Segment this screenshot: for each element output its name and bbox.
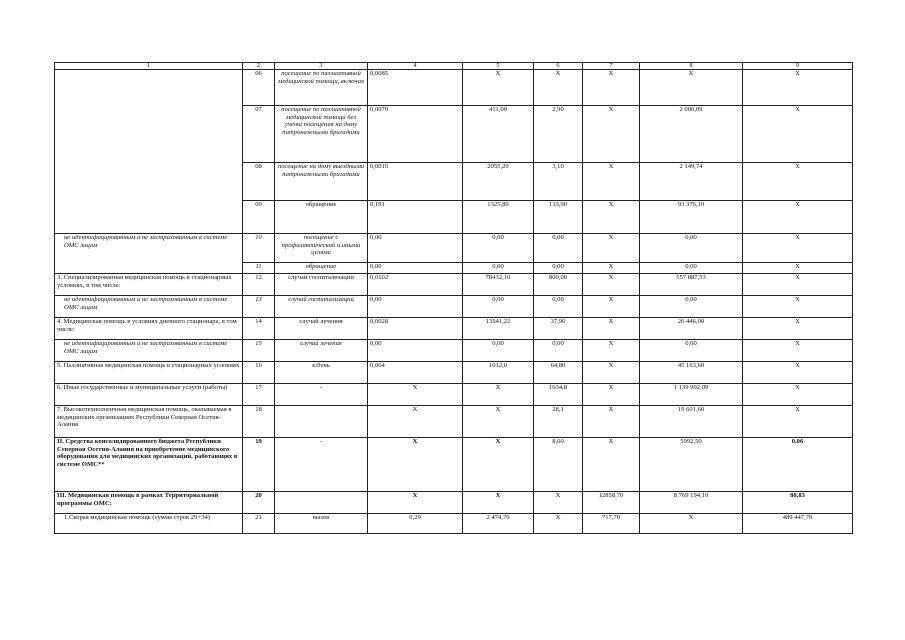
row-number: 12 [243,274,275,296]
row-label: 4. Медицинская помощь в условиях дневного стационара, в том числе: [55,318,243,340]
row-number: 06 [243,70,275,106]
value-cell: X [583,318,640,340]
unit-cell: случай лечения [275,318,368,340]
row-number: 14 [243,318,275,340]
row-number: 15 [243,340,275,362]
value-cell: X [743,163,853,201]
row-number: 07 [243,106,275,163]
value-cell: X [583,106,640,163]
table-row [55,274,853,296]
value-cell: 0,06 [743,438,853,492]
value-cell: 0,00 [534,340,583,362]
unit-cell: к/день [275,362,368,384]
value-cell: X [583,362,640,384]
row-label [55,70,243,234]
row-number: 09 [243,201,275,234]
table-row [55,340,853,362]
value-cell: 2,90 [534,106,583,163]
value-cell: 5992,50 [640,438,743,492]
unit-cell: - [275,438,368,492]
value-cell: 19 601,60 [640,406,743,438]
value-cell: 0,00 [534,296,583,318]
value-cell: 0,00 [368,296,463,318]
value-cell: 64,80 [534,362,583,384]
value-cell: X [583,384,640,406]
row-label: 3. Специализированная медицинская помощь в стационарных условиях, в том числе: [55,274,243,296]
value-cell: X [743,201,853,234]
header-cell-5: 5 [463,63,534,70]
unit-cell: посещение по паллиативной медицинской помощи без учета посещения на дому патронажными бригадами [275,106,368,163]
table-row [55,318,853,340]
value-cell: 717,70 [583,514,640,534]
value-cell: 0,0070 [368,106,463,163]
row-number: 18 [243,406,275,438]
value-cell: X [743,384,853,406]
value-cell: X [743,362,853,384]
value-cell: 1012,0 [463,362,534,384]
header-cell-6: 6 [534,63,583,70]
unit-cell [275,406,368,438]
row-number: 11 [243,263,275,274]
value-cell: X [743,274,853,296]
header-row [55,63,853,70]
value-cell: 0,00 [534,263,583,274]
value-cell: 0,00 [463,234,534,263]
value-cell: X [640,514,743,534]
value-cell: X [368,384,463,406]
row-label: не идентифицированным и не застрахованным в системе ОМС лицам [55,296,243,318]
value-cell: 0,00 [640,263,743,274]
value-cell: 3,10 [534,163,583,201]
value-cell: X [743,234,853,263]
table-row [55,438,853,492]
unit-cell: случай лечения [275,340,368,362]
value-cell: 80,83 [743,492,853,514]
value-cell: X [583,438,640,492]
row-label: не идентифицированным и не застрахованным в системе ОМС лицам [55,340,243,362]
value-cell: X [463,406,534,438]
value-cell: X [583,406,640,438]
value-cell: X [583,234,640,263]
header-cell-8: 8 [640,63,743,70]
value-cell: 12858,70 [583,492,640,514]
value-cell: X [583,70,640,106]
row-label: не идентифицированным и не застрахованным в системе ОМС лицам [55,234,243,274]
value-cell: 557 887,53 [640,274,743,296]
value-cell: X [368,406,463,438]
value-cell: X [463,70,534,106]
value-cell: 0,0015 [368,163,463,201]
value-cell: 2 149,74 [640,163,743,201]
value-cell: 78432,10 [463,274,534,296]
value-cell: X [743,318,853,340]
unit-cell: посещение по паллиативной медицинской помощи, включая [275,70,368,106]
row-label: III. Медицинская помощь в рамках Территориальной программы ОМС: [55,492,243,514]
unit-cell: обращение [275,201,368,234]
value-cell: 133,90 [534,201,583,234]
header-cell-7: 7 [583,63,640,70]
table-row [55,70,853,106]
value-cell: 13541,22 [463,318,534,340]
header-cell-9: 9 [743,63,853,70]
value-cell: 8,60 [534,438,583,492]
value-cell: 0,00 [463,340,534,362]
value-cell: 0,00 [640,296,743,318]
value-cell: 0,00 [534,234,583,263]
value-cell: 28,1 [534,406,583,438]
value-cell: X [640,70,743,106]
value-cell: 0,29 [368,514,463,534]
header-cell-1: 1 [55,63,243,70]
row-label: 5. Паллиативная медицинская помощь в стационарных условиях [55,362,243,384]
value-cell: 2 474,70 [463,514,534,534]
value-cell: 2 006,09 [640,106,743,163]
value-cell: 0,00 [463,296,534,318]
unit-cell: случай госпитализации [275,296,368,318]
table-row [55,406,853,438]
value-cell: X [463,492,534,514]
row-number: 17 [243,384,275,406]
value-cell: 0,064 [368,362,463,384]
value-cell: X [743,340,853,362]
value-cell: 0,00 [463,263,534,274]
unit-cell: - [275,384,368,406]
value-cell: X [583,163,640,201]
value-cell: 0,00 [640,340,743,362]
value-cell: 800,00 [534,274,583,296]
row-number: 20 [243,492,275,514]
table-row [55,362,853,384]
value-cell: X [583,340,640,362]
value-cell: 26 446,00 [640,318,743,340]
unit-cell: посещение на дому выездными патронажными бригадами [275,163,368,201]
value-cell: 0,00 [368,234,463,263]
row-number: 16 [243,362,275,384]
table-row [55,296,853,318]
value-cell: X [583,263,640,274]
unit-cell [275,492,368,514]
value-cell: X [368,438,463,492]
value-cell: 0,00 [368,340,463,362]
value-cell: 2055,20 [463,163,534,201]
table-row [55,514,853,534]
value-cell: X [463,384,534,406]
value-cell: 1 139 992,09 [640,384,743,406]
value-cell: 0,0028 [368,318,463,340]
value-cell: X [368,492,463,514]
value-cell: 45 163,60 [640,362,743,384]
unit-cell: посещение с профилактической и иными целями [275,234,368,263]
row-number: 19 [243,438,275,492]
value-cell: 0,00 [368,263,463,274]
row-label: 6. Иные государственные и муниципальные услуги (работы) [55,384,243,406]
table-row [55,234,853,263]
value-cell: X [583,296,640,318]
header-cell-4: 4 [368,63,463,70]
table-row [55,492,853,514]
header-cell-3: 3 [275,63,368,70]
row-label: 1.Скорая медицинская помощь (сумма строк 29+34) [55,514,243,534]
row-number: 08 [243,163,275,201]
unit-cell: вызов [275,514,368,534]
value-cell: X [463,438,534,492]
value-cell: 1634,8 [534,384,583,406]
value-cell: X [743,263,853,274]
unit-cell: случай госпитализации [275,274,368,296]
row-number: 10 [243,234,275,263]
header-cell-2: 2 [243,63,275,70]
budget-table [54,62,853,534]
value-cell: X [743,296,853,318]
value-cell: 8 769 194,10 [640,492,743,514]
value-cell: 411,00 [463,106,534,163]
value-cell: X [583,201,640,234]
value-cell: X [583,274,640,296]
value-cell: X [534,492,583,514]
value-cell: X [743,70,853,106]
row-label: 7. Высокотехнологичная медицинская помощь, оказываемая в медицинских организациях Республики Северная Осетия-Алания [55,406,243,438]
value-cell: 0,00 [640,234,743,263]
value-cell: 489 447,70 [743,514,853,534]
row-label: II. Средства консолидированного бюджета Республики Северная Осетия-Алания на приобретение медицинского оборудования для медицинских организаций, работающих в системе ОМС** [55,438,243,492]
value-cell: 0,191 [368,201,463,234]
value-cell: 93 376,10 [640,201,743,234]
value-cell: 0,0085 [368,70,463,106]
value-cell: 1325,89 [463,201,534,234]
unit-cell: обращение [275,263,368,274]
value-cell: 0,0102 [368,274,463,296]
value-cell: X [534,70,583,106]
value-cell: 37,90 [534,318,583,340]
row-number: 21 [243,514,275,534]
table-row [55,384,853,406]
row-number: 13 [243,296,275,318]
value-cell: X [534,514,583,534]
value-cell: X [743,406,853,438]
value-cell: X [743,106,853,163]
